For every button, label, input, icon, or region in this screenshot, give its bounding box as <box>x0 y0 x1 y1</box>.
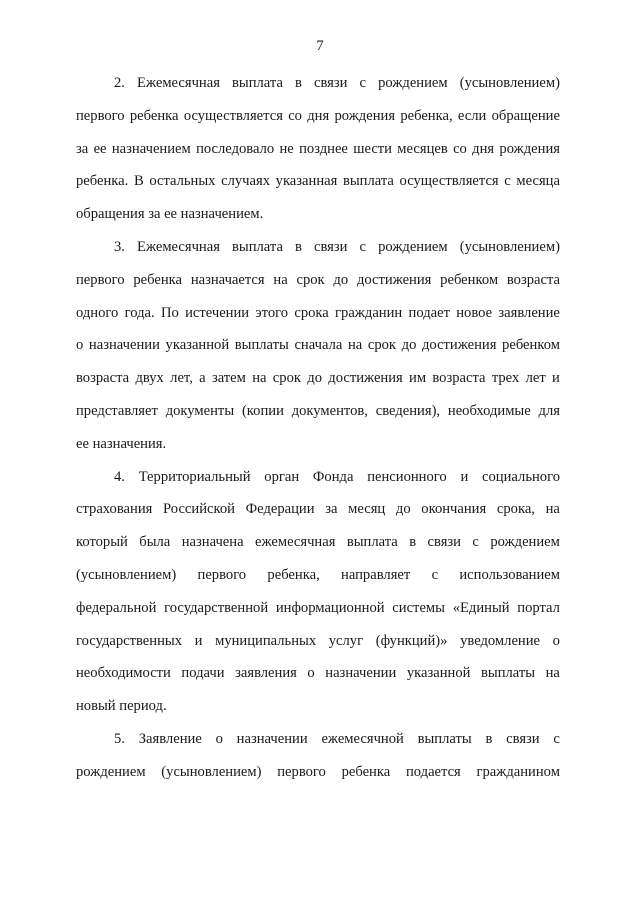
text-line: государственных и муниципальных услуг (функций)» уведомление о <box>76 632 560 649</box>
text-line: представляет документы (копии документов, сведения), необходимые для <box>76 402 560 419</box>
text-line: обращения за ее назначением. <box>76 206 264 223</box>
text-line: страхования Российской Федерации за месяц до окончания срока, на <box>76 501 560 518</box>
text-line: первого ребенка назначается на срок до достижения ребенком возраста <box>76 271 560 288</box>
text-line: (усыновлением) первого ребенка, направляет с использованием <box>76 566 560 583</box>
text-line: новый период. <box>76 698 167 715</box>
text-line: возраста двух лет, а затем на срок до достижения им возраста трех лет и <box>76 370 560 387</box>
text-line: ее назначения. <box>76 435 167 452</box>
text-line: который была назначена ежемесячная выплата в связи с рождением <box>76 534 560 551</box>
text-line: за ее назначением последовало не позднее шести месяцев со дня рождения <box>76 140 560 157</box>
document-body <box>76 67 560 789</box>
text-line: необходимости подачи заявления о назначении указанной выплаты на <box>76 665 560 682</box>
text-line: рождением (усыновлением) первого ребенка подается гражданином <box>76 763 560 780</box>
text-line: федеральной государственной информационной системы «Единый портал <box>76 599 560 616</box>
text-line: одного года. По истечении этого срока гражданин подает новое заявление <box>76 304 560 321</box>
paragraph-p4 <box>76 461 560 723</box>
paragraph-p2 <box>76 67 560 231</box>
text-line: 2. Ежемесячная выплата в связи с рождением (усыновлением) <box>114 75 560 91</box>
text-line: о назначении указанной выплаты сначала на срок до достижения ребенком <box>76 337 560 354</box>
text-line: ребенка. В остальных случаях указанная выплата осуществляется с месяца <box>76 173 560 190</box>
page-number: 7 <box>316 38 324 54</box>
text-line: 5. Заявление о назначении ежемесячной выплаты в связи с <box>114 730 560 747</box>
paragraph-p5 <box>76 723 560 789</box>
paragraph-p3 <box>76 231 560 461</box>
text-line: 3. Ежемесячная выплата в связи с рождением (усыновлением) <box>114 238 560 255</box>
text-line: первого ребенка осуществляется со дня рождения ребенка, если обращение <box>76 107 560 124</box>
text-line: 4. Территориальный орган Фонда пенсионного и социального <box>114 468 560 485</box>
